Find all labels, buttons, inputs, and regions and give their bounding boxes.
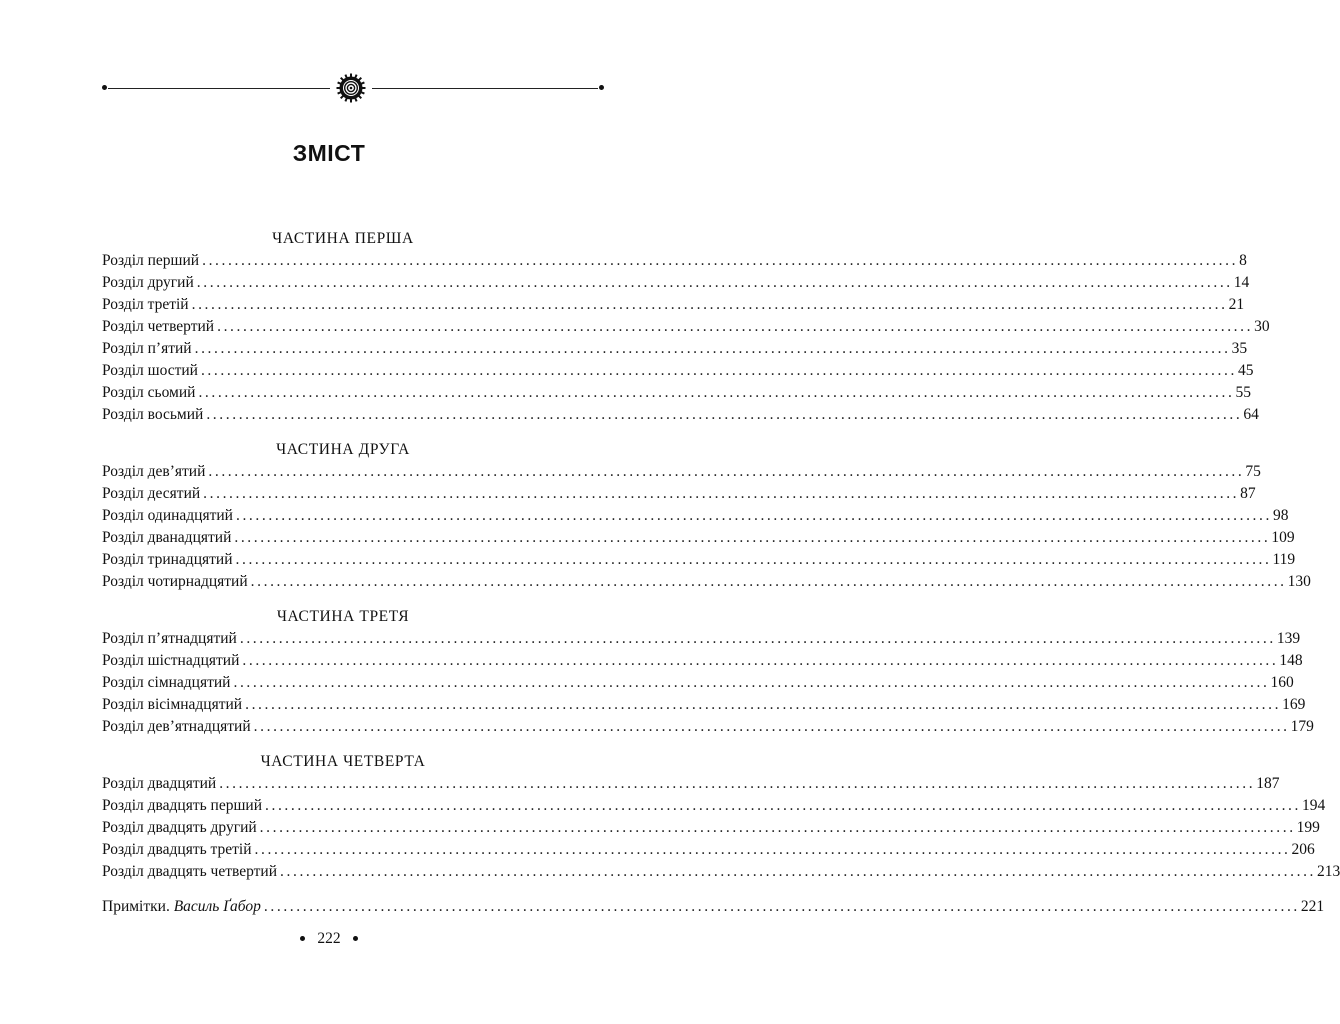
chapter-title: Розділ п’ятнадцятий	[102, 630, 237, 647]
toc-entry[interactable]	[102, 716, 1314, 738]
chapter-title: Розділ перший	[102, 252, 200, 269]
chapter-title: Розділ дев’ятнадцятий	[102, 718, 251, 735]
dot-leader: ................................................................................................................................................................	[242, 652, 1279, 669]
dot-leader: ................................................................................................................................................................	[208, 463, 1245, 480]
chapter-page-number: 139	[1276, 630, 1301, 647]
toc-entry[interactable]	[102, 549, 1296, 571]
dot-leader: ................................................................................................................................................................	[233, 674, 1270, 691]
folio-number: 222	[317, 930, 341, 947]
toc-entry[interactable]	[102, 461, 1261, 483]
folio-bullet-right	[353, 936, 358, 941]
toc-entry[interactable]	[102, 272, 1250, 294]
toc-entry[interactable]	[102, 628, 1301, 650]
chapter-title: Розділ двадцять перший	[102, 797, 262, 814]
folio-bullet-left	[300, 936, 305, 941]
toc-entry[interactable]	[102, 773, 1280, 795]
chapter-page-number: 169	[1282, 696, 1306, 713]
chapter-page-number: 55	[1235, 384, 1251, 401]
toc-entry-notes[interactable]	[102, 896, 1325, 918]
header-ornament	[102, 74, 606, 102]
chapter-page-number: 179	[1290, 718, 1314, 735]
notes-label-group	[102, 896, 264, 918]
chapter-title: Розділ чотирнадцятий	[102, 573, 248, 590]
dot-leader: ................................................................................................................................................................	[253, 718, 1290, 735]
toc-part	[102, 228, 1270, 426]
toc-entry[interactable]	[102, 694, 1306, 716]
chapter-title: Розділ десятий	[102, 485, 201, 502]
chapter-page-number: 148	[1279, 652, 1303, 669]
chapter-title: Розділ третій	[102, 296, 189, 313]
notes-author: Василь Ґабор	[173, 898, 261, 915]
dot-leader: ................................................................................................................................................................	[217, 318, 1254, 335]
ornament-dot-left	[102, 85, 107, 90]
toc-entry[interactable]	[102, 672, 1294, 694]
dot-leader: ................................................................................................................................................................	[250, 573, 1287, 590]
dot-leader: ................................................................................................................................................................	[200, 362, 1237, 379]
chapter-page-number: 119	[1272, 551, 1296, 568]
dot-leader: ................................................................................................................................................................	[239, 630, 1276, 647]
chapter-page-number: 14	[1233, 274, 1250, 291]
dot-leader: ................................................................................................................................................................	[234, 529, 1271, 546]
dot-leader: ................................................................................................................................................................	[198, 384, 1235, 401]
part-heading: ЧАСТИНА ПЕРША	[272, 230, 414, 247]
chapter-title: Розділ двадцятий	[102, 775, 217, 792]
chapter-page-number: 109	[1271, 529, 1295, 546]
toc-entry[interactable]	[102, 795, 1326, 817]
dot-leader: ................................................................................................................................................................	[219, 775, 1256, 792]
dot-leader: ................................................................................................................................................................	[254, 841, 1291, 858]
dot-leader: ................................................................................................................................................................	[235, 507, 1272, 524]
chapter-page-number: 194	[1302, 797, 1326, 814]
dot-leader: ................................................................................................................................................................	[191, 296, 1228, 313]
chapter-page-number: 64	[1243, 406, 1259, 423]
ornament-rule-right	[372, 88, 598, 89]
chapter-page-number: 87	[1240, 485, 1256, 502]
chapter-page-number: 21	[1228, 296, 1245, 313]
chapter-title: Розділ тринадцятий	[102, 551, 233, 568]
chapter-title: Розділ шостий	[102, 362, 198, 379]
dot-leader: ................................................................................................................................................................	[235, 551, 1272, 568]
dot-leader: ................................................................................................................................................................	[206, 406, 1243, 423]
chapter-title: Розділ другий	[102, 274, 194, 291]
chapter-title: Розділ сімнадцятий	[102, 674, 231, 691]
toc-entry[interactable]	[102, 338, 1248, 360]
toc-entry[interactable]	[102, 817, 1320, 839]
toc-part	[102, 751, 1340, 883]
chapter-title: Розділ п’ятий	[102, 340, 192, 357]
dot-leader: ................................................................................................................................................................	[259, 819, 1296, 836]
dot-leader: ................................................................................................................................................................	[263, 898, 1300, 915]
toc-entry[interactable]	[102, 404, 1259, 426]
chapter-page-number: 199	[1296, 819, 1320, 836]
toc-entry[interactable]	[102, 650, 1303, 672]
notes-page-number: 221	[1300, 898, 1325, 915]
dot-leader: ................................................................................................................................................................	[265, 797, 1301, 814]
chapter-page-number: 213	[1317, 863, 1340, 880]
toc-entry[interactable]	[102, 250, 1247, 272]
chapter-page-number: 35	[1231, 340, 1248, 357]
chapter-title: Розділ вісімнадцятий	[102, 696, 243, 713]
toc-entry[interactable]	[102, 316, 1270, 338]
chapter-page-number: 75	[1245, 463, 1261, 480]
chapter-title: Розділ сьомий	[102, 384, 196, 401]
notes-label: Примітки.	[102, 898, 170, 915]
ornament-rule-left	[108, 88, 330, 89]
table-of-contents	[102, 226, 1340, 918]
toc-part	[102, 439, 1311, 593]
part-heading: ЧАСТИНА ДРУГА	[276, 441, 410, 458]
toc-entry[interactable]	[102, 571, 1311, 593]
dot-leader: ................................................................................................................................................................	[245, 696, 1282, 713]
dot-leader: ................................................................................................................................................................	[202, 252, 1239, 269]
dot-leader: ................................................................................................................................................................	[203, 485, 1240, 502]
chapter-title: Розділ дев’ятий	[102, 463, 206, 480]
chapter-page-number: 8	[1239, 252, 1247, 269]
part-heading: ЧАСТИНА ТРЕТЯ	[276, 608, 410, 625]
chapter-page-number: 160	[1270, 674, 1294, 691]
toc-entry[interactable]	[102, 294, 1245, 316]
chapter-title: Розділ одинадцятий	[102, 507, 233, 524]
chapter-page-number: 45	[1237, 362, 1254, 379]
ornament-dot-right	[599, 85, 604, 90]
chapter-page-number: 130	[1287, 573, 1311, 590]
dot-leader: ................................................................................................................................................................	[196, 274, 1233, 291]
toc-entry[interactable]	[102, 527, 1295, 549]
toc-entry[interactable]	[102, 839, 1315, 861]
toc-part	[102, 606, 1314, 738]
chapter-page-number: 30	[1254, 318, 1270, 335]
chapter-page-number: 98	[1272, 507, 1289, 524]
chapter-page-number: 206	[1291, 841, 1315, 858]
chapter-title: Розділ двадцять третій	[102, 841, 252, 858]
chapter-title: Розділ четвертий	[102, 318, 215, 335]
chapter-page-number: 187	[1256, 775, 1280, 792]
toc-entry[interactable]	[102, 505, 1289, 527]
chapter-title: Розділ двадцять четвертий	[102, 863, 278, 880]
toc-entry[interactable]	[102, 483, 1256, 505]
chapter-title: Розділ шістнадцятий	[102, 652, 240, 669]
page-number-footer	[0, 930, 658, 948]
dot-leader: ................................................................................................................................................................	[194, 340, 1231, 357]
part-heading: ЧАСТИНА ЧЕТВЕРТА	[260, 753, 426, 770]
sun-rosette-icon	[336, 73, 366, 103]
toc-entry[interactable]	[102, 861, 1340, 883]
toc-entry[interactable]	[102, 360, 1254, 382]
chapter-title: Розділ восьмий	[102, 406, 204, 423]
chapter-title: Розділ двадцять другий	[102, 819, 257, 836]
chapter-title: Розділ дванадцятий	[102, 529, 232, 546]
dot-leader: ................................................................................................................................................................	[280, 863, 1317, 880]
page-title: ЗМІСТ	[292, 140, 366, 166]
toc-entry[interactable]	[102, 382, 1251, 404]
